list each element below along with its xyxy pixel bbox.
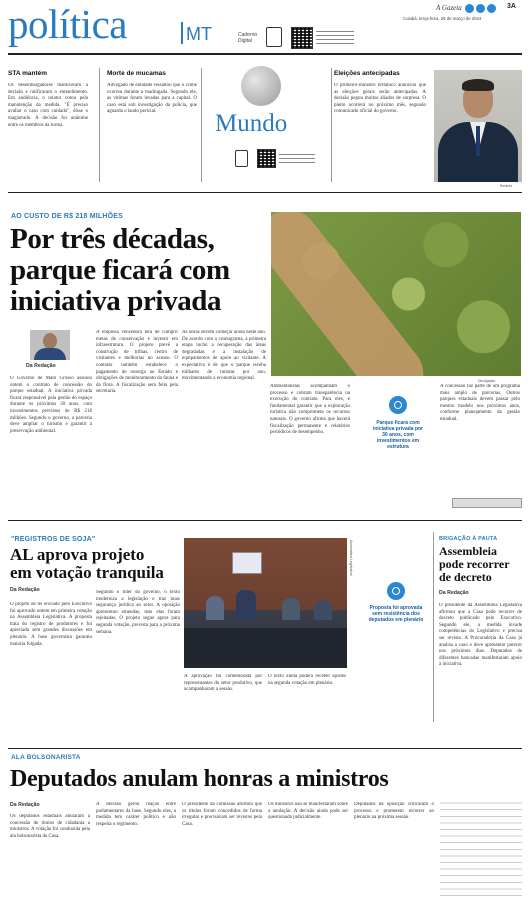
bottom-side-box — [440, 802, 522, 896]
second-headline — [10, 546, 185, 582]
lead-headline — [10, 224, 270, 317]
masthead-rule — [8, 53, 522, 55]
brief-kicker: BRIGAÇÃO À PAUTA — [439, 536, 498, 542]
brief-col-2 — [107, 70, 197, 185]
photo-river — [271, 212, 435, 376]
bottom-byline: Da Redação — [10, 802, 40, 808]
second-col-2: Segundo o líder do governo, o texto moderniza a legislação e traz mais segurança jurídica ao setor. A oposição apresentou emendas, mas elas foram rejeitadas. O projeto segue agora para segunda votação, prevista para a próxima semana. — [96, 590, 180, 635]
state-label: MT — [186, 24, 212, 44]
lead-byline: Da Redação — [26, 363, 56, 369]
brief-col-3-title: Eleições antecipadas — [334, 70, 400, 77]
second-rule — [8, 748, 522, 749]
second-col-1: O projeto de lei enviado pelo Executivo foi aprovado ontem em primeira votação na Assembleia Legislativa. A proposta trata do registro de produtores e foi apreciada sem grandes discussões em plenário. A base governista garantiu maioria folgada. — [10, 602, 92, 647]
brief-col-1 — [8, 70, 88, 185]
world-qr-icon — [257, 149, 276, 168]
brief-col-1-title: STA mantém — [8, 70, 48, 77]
brief-headline-line-1: Assembleia — [439, 544, 497, 558]
bottom-col-1: Os deputados estaduais anularam a concessão de títulos de cidadania a ministros. A votação foi conduzida pela ala bolsonarista da Casa. — [10, 814, 90, 839]
digital-label-line-1: Caderno — [238, 32, 258, 38]
world-label: Mundo — [215, 110, 288, 137]
brief-col-1-text: Os desembargadores mantiveram a decisão e ratificaram o entendimento. Em audiência, o relator votou pela manutenção da medida. "É preciso avaliar o caso com cuidado", disse o magistrado. A decisão foi unânime entre os membros da turma. — [8, 83, 88, 128]
section-title: política — [8, 1, 127, 47]
photo-sign — [232, 552, 262, 574]
globe-icon — [241, 66, 281, 106]
photo-person-4 — [314, 600, 332, 620]
world-small-text — [279, 151, 315, 163]
social-icon-2 — [476, 4, 485, 13]
bottom-col-3: O presidente da comissão afirmou que os títulos foram concedidos de forma irregular e precisavam ser revistos pela Casa. — [182, 802, 262, 827]
brief-divider — [433, 532, 434, 722]
edition-date: Cuiabá, terça-feira, 26 de março de 2024 — [403, 16, 482, 21]
author-photo — [30, 330, 70, 360]
page-number: 3A — [507, 3, 516, 10]
top-strip-divider-1 — [99, 68, 100, 182]
world-promo — [205, 62, 330, 182]
brief-col-3-text: O primeiro-ministro britânico anunciou que as eleições gerais serão antecipadas. A decisão pegou muitos aliados de surpresa. O pleito ocorrerá no próximo mês, segundo comunicado oficial do governo. — [334, 83, 426, 115]
top-strip-divider-2 — [201, 68, 202, 182]
brand-name: A Gazeta — [436, 4, 462, 12]
tablet-icon — [266, 27, 282, 47]
top-strip-rule — [8, 192, 522, 193]
lead-photo-icon — [389, 396, 407, 414]
second-byline: Da Redação — [10, 587, 40, 593]
bottom-headline: Deputados anulam honras a ministros — [10, 766, 389, 792]
brief-headline-line-2: pode recorrer — [439, 557, 510, 571]
lead-col-3: As obras devem começar ainda neste ano. De acordo com o cronograma, a primeira etapa inclui a recuperação das áreas degradadas e a instalação de equipamentos de apoio ao visitante. A expectativa é de que o parque receba milhares de turistas por ano, movimentando a economia regional. — [182, 330, 266, 382]
author-head — [43, 333, 57, 349]
lead-headline-line-1: Por três décadas, — [10, 223, 215, 255]
top-strip-divider-3 — [331, 68, 332, 182]
lead-headline-line-3: iniciativa privada — [10, 285, 222, 317]
brief-headline — [439, 545, 524, 584]
bottom-col-4: Os ministros não se manifestaram sobre a anulação. A decisão ainda pode ser questionada judicialmente. — [268, 802, 348, 821]
section-divider — [181, 22, 183, 44]
lead-rule — [8, 520, 522, 521]
bottom-col-5: Deputados da oposição criticaram o processo e prometem recorrer ao plenário na próxima sessão. — [354, 802, 434, 821]
brief-col-2-text: Advogado de entidade ressaltou que o crime ocorreu durante a madrugada. Segundo ele, as vítimas foram levadas para a capital. O caso está sob investigação da polícia, que aguarda o laudo pericial. — [107, 83, 197, 115]
lead-col-1: O Governo de Mato Grosso assinou ontem o contrato de concessão do parque estadual. A iniciativa privada ficará responsável pela gestão do espaço durante os próximos 30 anos, com investimentos previstos de R$ 218 milhões. Segundo o governo, a parceria deve ampliar o turismo e garantir a preservação ambiental. — [10, 376, 92, 434]
digital-label-line-2: Digital — [238, 38, 252, 44]
politician-photo — [434, 70, 522, 182]
bottom-col-2: A decisão gerou reação entre parlamentares da base. Segundo eles, a medida tem caráter político e não respeita o regimento. — [96, 802, 176, 827]
bottom-kicker: ALA BOLSONARISTA — [11, 754, 81, 761]
brief-col-2-title: Morte de mucamas — [107, 70, 166, 77]
photo-person-2 — [236, 590, 256, 620]
masthead — [8, 2, 523, 50]
social-icon-3 — [487, 4, 496, 13]
second-kicker: "REGISTROS DE SOJA" — [11, 536, 96, 543]
forest-photo-credit: Divulgação — [478, 379, 496, 383]
photo-desk — [184, 628, 347, 668]
photo-tie — [476, 126, 480, 156]
second-headline-line-1: AL aprova projeto — [10, 545, 145, 564]
lead-col-4: Ambientalistas acompanham o processo e cobram transparência na execução do contrato. Para eles, é fundamental garantir que a exploração turística não comprometa os recursos naturais. O governo afirma que haverá fiscalização permanente e relatórios periódicos de desempenho. — [270, 384, 350, 436]
brief-text: O presidente da Assembleia Legislativa afirmou que a Casa pode recorrer de decreto publicado pelo Executivo. Segundo ele, a medida invade competências do Legislativo e precisa ser revista. A Procuradoria da Casa já analisa o caso e deve apresentar parecer nos próximos dias. Deputados de diferentes bancadas manifestaram apoio à iniciativa. — [439, 603, 522, 668]
second-col-4: O texto ainda poderá receber ajustes na segunda votação em plenário. — [268, 674, 346, 686]
author-body — [34, 348, 66, 360]
lead-end-box — [452, 498, 522, 508]
photo-person-3 — [282, 598, 300, 620]
qr-code-icon — [291, 27, 313, 49]
brief-col-3 — [334, 70, 426, 185]
world-tablet-icon — [235, 150, 248, 167]
photo-person-1 — [206, 596, 224, 620]
second-col-3: A aprovação foi comemorada por representantes do setor produtivo, que acompanharam a sessão. — [184, 674, 262, 693]
second-photo-icon — [387, 582, 405, 600]
digital-label — [238, 32, 257, 44]
forest-photo — [271, 212, 521, 376]
lead-headline-line-2: parque ficará com — [10, 254, 230, 286]
brief-byline: Da Redação — [439, 590, 469, 596]
lead-kicker: AO CUSTO DE R$ 218 MILHÕES — [11, 213, 124, 220]
assembly-photo-credit: Assembleia Legislativa — [349, 540, 353, 576]
assembly-photo — [184, 538, 347, 668]
second-side-caption: Proposta foi aprovada sem resistência dos deputados em plenário — [368, 605, 424, 623]
lead-col-5: A concessão faz parte de um programa mais amplo de parcerias. Outros parques estaduais devem passar pelo mesmo modelo nos próximos anos, conforme planejamento da gestão estadual. — [440, 384, 520, 422]
photo-hair — [462, 79, 494, 91]
social-icons — [465, 4, 505, 13]
small-text-block — [316, 30, 354, 44]
lead-side-caption: Parque ficará com iniciativa privada por 30 anos, com investimentos em estrutura — [372, 420, 424, 450]
second-headline-line-2: em votação tranquila — [10, 563, 164, 582]
politician-photo-credit: Reuters — [500, 184, 513, 188]
social-icon-1 — [465, 4, 474, 13]
brief-headline-line-3: de decreto — [439, 570, 492, 584]
lead-col-2: A empresa vencedora terá de cumprir metas de conservação e investir em infraestrutura. O projeto prevê a construção de trilhas, centro de visitantes e melhorias no acesso. O contrato também estabelece o pagamento de outorga ao Estado e obrigações de monitoramento da fauna e da flora. A fiscalização será feita pela secretaria. — [96, 330, 178, 395]
